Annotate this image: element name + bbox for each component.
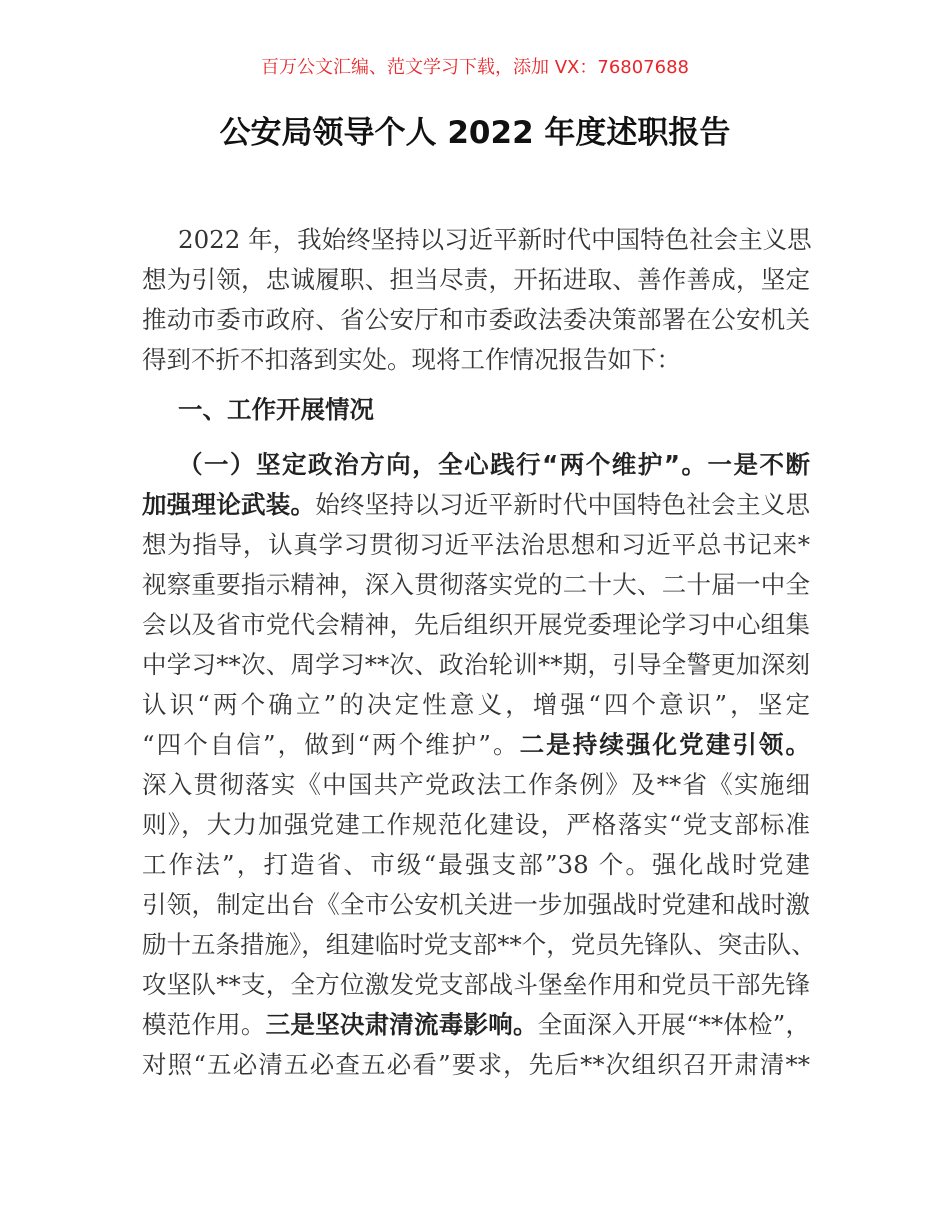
text-line <box>142 685 810 725</box>
body-text: 视察重要指示精神，深入贯彻落实党的二十大、二十届一中全 <box>142 570 810 599</box>
text-line <box>142 485 810 525</box>
body-text: 中学习**次、周学习**次、政治轮训**期，引导全警更加深刻 <box>142 650 810 679</box>
text-line <box>142 220 810 260</box>
body-text: 得到不折不扣落到实处。现将工作情况报告如下： <box>142 345 681 374</box>
text-line <box>142 645 810 685</box>
section-heading <box>142 390 810 430</box>
text-line <box>142 925 816 965</box>
text-line <box>142 565 810 605</box>
body-text: 深入贯彻落实《中国共产党政法工作条例》及**省《实施细 <box>142 770 810 799</box>
text-line <box>142 340 810 380</box>
body-text: 始终坚持以习近平新时代中国特色社会主义思 <box>315 490 810 519</box>
text-line <box>142 605 810 645</box>
document-body <box>142 220 816 1085</box>
bold-text: 二是持续强化党建引领。 <box>519 730 810 759</box>
body-text: 励十五条措施》，组建临时党支部**个，党员先锋队、突击队、 <box>142 930 816 959</box>
bold-text: 一、工作开展情况 <box>178 395 374 424</box>
body-text: 推动市委市政府、省公安厅和市委政法委决策部署在公安机关 <box>142 305 810 334</box>
body-text: 2022 年，我始终坚持以习近平新时代中国特色社会主义思 <box>178 225 812 254</box>
text-line <box>142 1005 810 1045</box>
body-text: 认识“两个确立”的决定性意义，增强“四个意识”，坚定 <box>142 690 810 719</box>
text-line <box>142 260 810 300</box>
body-text: 想为引领，忠诚履职、担当尽责，开拓进取、善作善成，坚定 <box>142 265 810 294</box>
body-text: 模范作用。 <box>142 1010 266 1039</box>
body-text: 攻坚队**支，全方位激发党支部战斗堡垒作用和党员干部先锋 <box>142 970 810 999</box>
bold-text: （一）坚定政治方向，全心践行“两个维护”。一是不断 <box>178 450 810 479</box>
bold-text: 三是坚决肃清流毒影响。 <box>265 1010 538 1039</box>
body-text: 对照“五必清五必查五必看”要求，先后**次组织召开肃清** <box>142 1050 810 1079</box>
body-text: 想为指导，认真学习贯彻习近平法治思想和习近平总书记来* <box>142 530 810 559</box>
text-line <box>142 845 810 885</box>
text-line <box>142 965 810 1005</box>
body-text: “四个自信”，做到“两个维护”。 <box>142 730 520 759</box>
text-line <box>142 725 810 765</box>
body-text: 会以及省市党代会精神，先后组织开展党委理论学习中心组集 <box>142 610 810 639</box>
body-text: 工作法”，打造省、市级“最强支部”38 个。强化战时党建 <box>142 850 810 879</box>
text-line <box>142 885 810 925</box>
document-title: 公安局领导个人 2022 年度述职报告 <box>219 115 731 151</box>
download-banner: 百万公文汇编、范文学习下载，添加 VX：76807688 <box>261 57 689 78</box>
body-text: 全面深入开展“**体检”， <box>537 1010 811 1039</box>
text-line <box>142 300 810 340</box>
text-line <box>142 525 810 565</box>
text-line <box>142 445 810 485</box>
text-line <box>142 1045 810 1085</box>
body-text: 引领，制定出台《全市公安机关进一步加强战时党建和战时激 <box>142 890 810 919</box>
bold-text: 加强理论武装。 <box>142 490 316 519</box>
body-text: 则》，大力加强党建工作规范化建设，严格落实“党支部标准 <box>142 810 810 839</box>
text-line <box>142 765 810 805</box>
text-line <box>142 805 810 845</box>
